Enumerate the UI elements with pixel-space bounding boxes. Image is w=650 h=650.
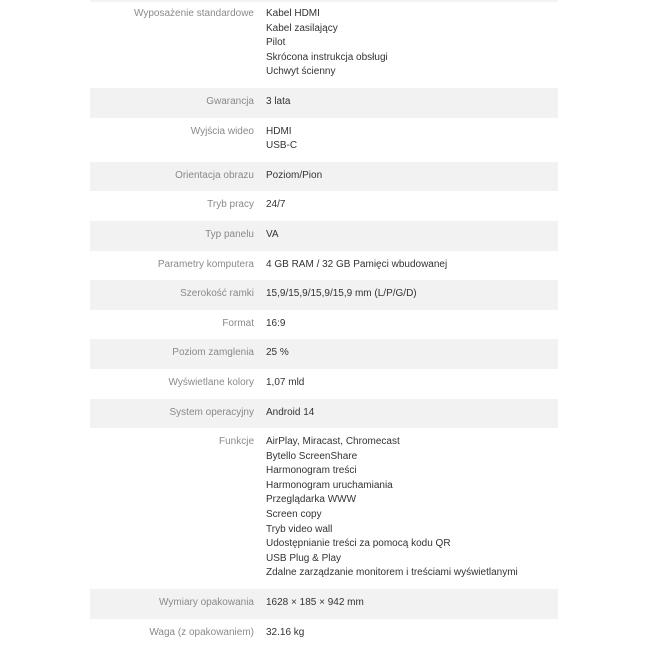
spec-label: Wymiary opakowania <box>159 597 254 609</box>
spec-values <box>266 258 558 273</box>
spec-values <box>266 596 558 611</box>
spec-value: Udostępnianie treści za pomocą kodu QR <box>266 538 451 550</box>
spec-label: Funkcje <box>218 436 254 448</box>
spec-label: Typ panelu <box>205 228 254 240</box>
spec-value: 3 lata <box>266 95 291 107</box>
spec-value: Przeglądarka WWW <box>266 494 357 506</box>
spec-row <box>90 0 558 88</box>
spec-row <box>90 280 558 310</box>
spec-values <box>266 317 558 332</box>
spec-value: 1,07 mld <box>266 376 305 388</box>
spec-values <box>266 626 558 641</box>
spec-values <box>266 95 558 110</box>
spec-value: 32.16 kg <box>266 626 305 638</box>
spec-row <box>90 221 558 251</box>
spec-values <box>266 287 558 302</box>
spec-label: Wyposażenie standardowe <box>134 8 254 19</box>
spec-values <box>266 228 558 243</box>
spec-value: VA <box>266 228 279 240</box>
spec-value: Bytello ScreenShare <box>266 450 358 462</box>
spec-row <box>90 251 558 281</box>
spec-label: Parametry komputera <box>157 258 254 270</box>
spec-row <box>90 619 558 649</box>
spec-value: Zdalne zarządzanie monitorem i treściami wyświetlanymi <box>266 567 518 579</box>
spec-row <box>90 339 558 369</box>
spec-value: Kabel HDMI <box>266 8 320 19</box>
spec-label: Gwarancja <box>206 95 254 107</box>
spec-row <box>90 589 558 619</box>
spec-label: Poziom zamglenia <box>172 347 254 359</box>
spec-value: 15,9/15,9/15,9/15,9 mm (L/P/G/D) <box>266 288 417 300</box>
spec-value: USB Plug & Play <box>266 552 342 564</box>
spec-value: 16:9 <box>266 317 286 329</box>
spec-row <box>90 162 558 192</box>
spec-value: Skrócona instrukcja obsługi <box>266 51 388 63</box>
spec-row <box>90 88 558 118</box>
spec-value: Tryb video wall <box>266 523 333 535</box>
spec-row <box>90 310 558 340</box>
spec-label: Format <box>222 317 254 329</box>
spec-row <box>90 191 558 221</box>
spec-values <box>266 435 558 581</box>
spec-value: Screen copy <box>266 509 322 521</box>
spec-values <box>266 169 558 184</box>
spec-values <box>266 7 558 80</box>
spec-row <box>90 369 558 399</box>
spec-values <box>266 406 558 421</box>
spec-row <box>90 399 558 429</box>
spec-value: Harmonogram uruchamiania <box>266 479 393 491</box>
spec-value: 1628 × 185 × 942 mm <box>266 597 364 609</box>
spec-value: Poziom/Pion <box>266 169 323 181</box>
spec-label: Wyświetlane kolory <box>168 376 254 388</box>
spec-values <box>266 125 558 154</box>
spec-value: Android 14 <box>266 406 315 418</box>
spec-row <box>90 428 558 589</box>
spec-value: Pilot <box>266 37 286 49</box>
spec-values <box>266 346 558 361</box>
spec-label: Waga (z opakowaniem) <box>149 626 254 638</box>
spec-value: HDMI <box>266 125 292 137</box>
spec-value: Harmonogram treści <box>266 465 357 477</box>
spec-value: Uchwyt ścienny <box>266 66 336 78</box>
spec-values <box>266 198 558 213</box>
spec-label: Orientacja obrazu <box>175 169 254 181</box>
spec-label: System operacyjny <box>169 406 254 418</box>
spec-value: USB-C <box>266 140 298 152</box>
spec-value: 25 % <box>266 347 289 359</box>
spec-row <box>90 118 558 162</box>
spec-value: 4 GB RAM / 32 GB Pamięci wbudowanej <box>266 258 448 270</box>
spec-value: AirPlay, Miracast, Chromecast <box>266 436 400 448</box>
spec-table <box>90 0 558 648</box>
spec-values <box>266 376 558 391</box>
spec-label: Tryb pracy <box>207 199 254 211</box>
spec-value: Kabel zasilający <box>266 22 338 34</box>
spec-value: 24/7 <box>266 199 286 211</box>
spec-label: Wyjścia wideo <box>190 125 254 137</box>
spec-label: Szerokość ramki <box>180 288 254 300</box>
